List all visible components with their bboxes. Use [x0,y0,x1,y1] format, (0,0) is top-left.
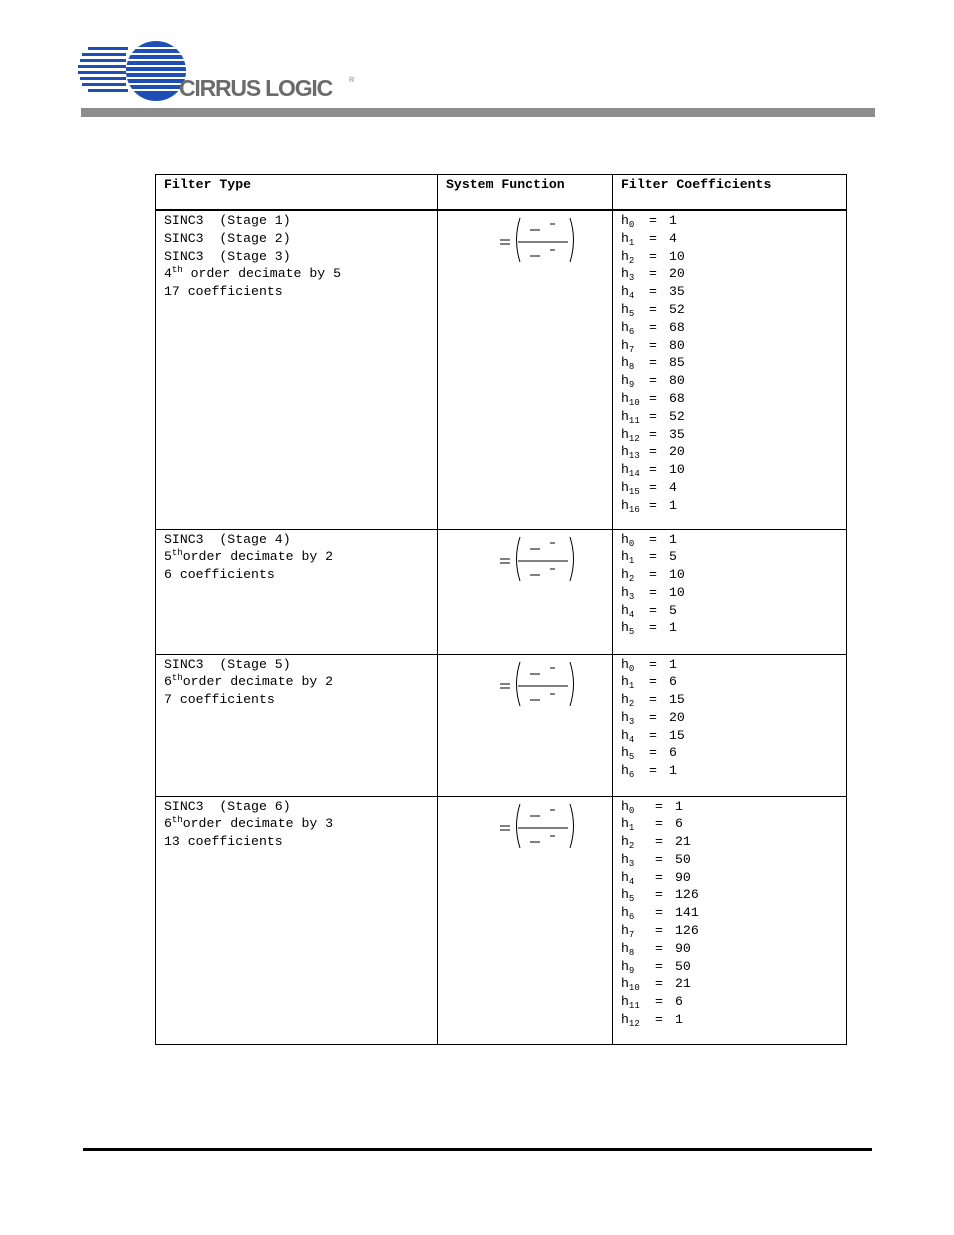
order-suffix: th [171,815,183,826]
coefficient-row [621,372,838,390]
filter-coefficients-cell [613,796,847,1044]
coefficient-value: 1 [669,656,677,672]
coefficient-index: 11 [628,1001,640,1012]
equals-sign: = [649,602,657,618]
coefficient-value: 1 [669,531,677,547]
coefficient-value: 20 [669,266,685,282]
coefficient-symbol: $h_9$ [621,373,635,391]
coefficient-index: 9 [628,380,635,391]
coefficient-row [621,958,838,976]
coefficient-value: 1 [675,798,683,814]
coefficient-index: 5 [628,894,635,905]
coefficient-symbol: $h_{16}$ [621,497,640,515]
system-function-equation [446,212,604,264]
equals-sign: = [649,390,657,406]
order-number: 6 [164,816,172,832]
system-function-fraction-icon [494,802,584,850]
system-function-fraction-icon [494,660,584,708]
coefficient-value: 10 [669,462,685,478]
coefficient-value: 10 [669,567,685,583]
order-suffix: th [171,548,183,559]
table-header-row [156,175,847,211]
coefficient-symbol: $h_4$ [621,602,635,620]
coefficient-value: 52 [669,408,685,424]
coefficient-row [621,869,838,887]
system-function-equation [446,656,604,708]
coefficient-value: 68 [669,390,685,406]
equals-sign: = [655,834,663,850]
coefficient-symbol: $h_2$ [621,834,635,852]
coefficient-index: 0 [628,663,635,674]
order-suffix: th [171,673,183,684]
coefficient-symbol: $h_3$ [621,709,635,727]
coefficient-value: 90 [675,869,691,885]
filter-order-label [164,548,429,566]
equals-sign: = [649,497,657,513]
coefficient-value: 1 [669,620,677,636]
coefficient-index: 1 [628,556,635,567]
coefficient-value: 50 [675,958,691,974]
coefficient-row [621,673,838,691]
coefficient-symbol: $h_2$ [621,567,635,585]
filter-coefficients-cell [613,210,847,529]
coefficient-row [621,479,838,497]
coefficient-symbol: $h_0$ [621,531,635,549]
coefficient-symbol: $h_{15}$ [621,479,640,497]
equals-sign: = [649,479,657,495]
equals-sign: = [649,763,657,779]
equals-sign: = [655,816,663,832]
filter-stage-label: SINC3 (Stage 1) [164,213,291,228]
coefficient-index: 3 [628,716,635,727]
coefficient-row [621,283,838,301]
coefficient-symbol: $h_{11}$ [621,408,640,426]
coefficient-symbol: $h_5$ [621,620,635,638]
filter-coefficients-cell [613,654,847,796]
system-function-fraction-icon [494,216,584,264]
coefficient-index: 5 [628,308,635,319]
coefficient-row [621,426,838,444]
coefficient-symbol: $h_0$ [621,213,635,230]
header-bar [81,108,875,117]
system-function-cell [438,529,613,654]
filter-order-label [164,815,429,833]
order-number: 6 [164,674,172,690]
filter-type-cell [156,654,438,796]
coefficient-value: 15 [669,692,685,708]
coefficient-row [621,337,838,355]
coefficient-index: 16 [628,504,640,515]
coefficient-row [621,461,838,479]
system-function-cell [438,654,613,796]
coefficient-index: 13 [628,451,640,462]
coefficient-symbol: $h_8$ [621,940,635,958]
coefficient-row [621,408,838,426]
equals-sign: = [655,976,663,992]
coefficient-index: 15 [628,486,640,497]
coefficient-index: 9 [628,965,635,976]
column-header: Filter Coefficients [613,175,847,211]
coefficient-row [621,744,838,762]
coefficient-symbol: $h_6$ [621,905,635,923]
coefficient-value: 21 [675,834,691,850]
coefficient-index: 4 [628,734,635,745]
coefficient-row [621,851,838,869]
coefficient-value: 52 [669,301,685,317]
system-function-equation [446,798,604,850]
coefficient-index: 0 [628,220,635,230]
equals-sign: = [649,284,657,300]
coefficient-value: 5 [669,549,677,565]
coefficient-count: 13 coefficients [164,834,283,850]
coefficient-symbol: $h_{11}$ [621,994,640,1012]
equals-sign: = [655,798,663,814]
equals-sign: = [649,248,657,264]
equals-sign: = [655,958,663,974]
coefficient-symbol: $h_1$ [621,230,635,248]
filter-type-cell [156,210,438,529]
coefficient-value: 20 [669,709,685,725]
equals-sign: = [649,355,657,371]
coefficient-value: 141 [675,905,699,921]
order-description: order decimate by 2 [182,674,334,690]
equals-sign: = [649,674,657,690]
coefficient-index: 12 [628,433,640,444]
coefficient-value: 15 [669,727,685,743]
coefficient-symbol: $h_0$ [621,656,635,674]
coefficient-count: 17 coefficients [164,284,283,300]
equals-sign: = [649,373,657,389]
coefficient-symbol: $h_3$ [621,584,635,602]
coefficient-symbol: $h_5$ [621,745,635,763]
equals-sign: = [649,692,657,708]
coefficient-value: 1 [669,497,677,513]
filter-stage-label: SINC3 (Stage 3) [164,248,291,264]
equals-sign: = [655,869,663,885]
coefficient-value: 85 [669,355,685,371]
coefficient-row [621,815,838,833]
table-row [156,529,847,654]
coefficient-symbol: $h_{12}$ [621,1012,640,1030]
coefficient-symbol: $h_{13}$ [621,444,640,462]
equals-sign: = [649,408,657,424]
coefficient-row [621,497,838,515]
coefficient-index: 5 [628,752,635,763]
equals-sign: = [649,709,657,725]
coefficient-symbol: $h_4$ [621,727,635,745]
table-row [156,796,847,1044]
coefficient-row [621,301,838,319]
equals-sign: = [649,745,657,761]
filter-table [155,174,847,1045]
coefficient-index: 2 [628,255,635,266]
coefficient-symbol: $h_6$ [621,319,635,337]
coefficient-index: 1 [628,681,635,692]
coefficient-row [621,265,838,283]
equals-sign: = [649,337,657,353]
order-description: order decimate by 5 [182,266,342,282]
equals-sign: = [649,727,657,743]
coefficient-index: 7 [628,930,635,941]
coefficient-symbol: $h_3$ [621,266,635,284]
coefficient-index: 2 [628,841,635,852]
coefficient-value: 68 [669,319,685,335]
coefficient-value: 80 [669,337,685,353]
coefficient-symbol: $h_9$ [621,958,635,976]
coefficient-value: 6 [675,994,683,1010]
equals-sign: = [649,656,657,672]
coefficient-index: 7 [628,344,635,355]
coefficient-value: 90 [675,940,691,956]
coefficient-row [621,975,838,993]
coefficient-row [621,212,838,230]
filter-type-cell [156,529,438,654]
equals-sign: = [655,940,663,956]
column-header: Filter Type [156,175,438,211]
equals-sign: = [649,549,657,565]
coefficient-value: 126 [675,923,699,939]
coefficient-row [621,619,838,637]
equals-sign: = [649,620,657,636]
order-suffix: th [171,265,183,276]
filter-stage-label: SINC3 (Stage 4) [164,531,291,547]
coefficient-row [621,762,838,780]
coefficient-row [621,584,838,602]
coefficient-row [621,727,838,745]
coefficient-value: 21 [675,976,691,992]
coefficient-symbol: $h_{10}$ [621,390,640,408]
coefficient-symbol: $h_{14}$ [621,462,640,480]
coefficient-symbol: $h_5$ [621,301,635,319]
coefficient-row [621,691,838,709]
svg-text:®: ® [349,77,355,84]
equals-sign: = [649,584,657,600]
coefficient-index: 11 [628,415,640,426]
coefficient-row [621,602,838,620]
coefficient-value: 4 [669,479,677,495]
coefficient-row [621,354,838,372]
coefficient-index: 1 [628,823,635,834]
filter-type-cell [156,796,438,1044]
equals-sign: = [655,994,663,1010]
coefficient-row [621,390,838,408]
coefficient-value: 1 [669,213,677,228]
filter-stage-label: SINC3 (Stage 2) [164,230,291,246]
coefficient-value: 80 [669,373,685,389]
filter-coefficients-cell [613,529,847,654]
coefficient-symbol: $h_0$ [621,798,635,816]
coefficient-value: 10 [669,248,685,264]
system-function-fraction-icon [494,535,584,583]
system-function-cell [438,210,613,529]
system-function-cell [438,796,613,1044]
system-function-equation [446,531,604,583]
coefficient-row [621,922,838,940]
equals-sign: = [655,851,663,867]
coefficient-row [621,531,838,549]
coefficient-symbol: $h_8$ [621,355,635,373]
coefficient-row [621,548,838,566]
coefficient-index: 0 [628,538,635,549]
coefficient-row [621,319,838,337]
coefficient-index: 8 [628,947,635,958]
coefficient-row [621,1011,838,1029]
coefficient-index: 5 [628,627,635,638]
coefficient-symbol: $h_1$ [621,816,635,834]
coefficient-symbol: $h_{10}$ [621,976,640,994]
coefficient-index: 6 [628,326,635,337]
order-description: order decimate by 3 [182,816,334,832]
coefficient-row [621,940,838,958]
coefficient-value: 6 [675,816,683,832]
coefficient-index: 6 [628,912,635,923]
coefficient-index: 8 [628,362,635,373]
coefficient-symbol: $h_7$ [621,337,635,355]
coefficient-row [621,230,838,248]
coefficient-value: 35 [669,426,685,442]
coefficient-index: 3 [628,591,635,602]
coefficient-index: 4 [628,291,635,302]
coefficient-index: 14 [628,469,640,480]
equals-sign: = [655,887,663,903]
order-number: 4 [164,266,172,282]
coefficient-row [621,566,838,584]
coefficient-symbol: $h_6$ [621,763,635,781]
equals-sign: = [649,266,657,282]
coefficient-row [621,248,838,266]
coefficient-count: 7 coefficients [164,692,275,708]
equals-sign: = [655,905,663,921]
coefficient-index: 10 [628,983,640,994]
coefficient-index: 1 [628,237,635,248]
coefficient-symbol: $h_{12}$ [621,426,640,444]
coefficient-symbol: $h_4$ [621,869,635,887]
coefficient-value: 126 [675,887,699,903]
coefficient-symbol: $h_4$ [621,284,635,302]
coefficient-value: 6 [669,674,677,690]
coefficient-row [621,656,838,674]
coefficient-symbol: $h_3$ [621,851,635,869]
cirrus-logic-logo [78,38,368,104]
coefficient-value: 6 [669,745,677,761]
coefficient-index: 3 [628,858,635,869]
svg-text:CIRRUS LOGIC: CIRRUS LOGIC [179,75,332,101]
coefficient-row [621,993,838,1011]
coefficient-symbol: $h_2$ [621,692,635,710]
footer-rule [83,1148,872,1151]
coefficient-index: 10 [628,397,640,408]
filter-order-label [164,673,429,691]
equals-sign: = [649,230,657,246]
order-description: order decimate by 2 [182,549,334,565]
coefficient-index: 2 [628,699,635,710]
coefficient-row [621,709,838,727]
coefficient-count: 6 coefficients [164,567,275,583]
coefficient-value: 20 [669,444,685,460]
filter-stage-label: SINC3 (Stage 5) [164,656,291,672]
equals-sign: = [649,426,657,442]
coefficient-index: 0 [628,805,635,816]
coefficient-row [621,443,838,461]
coefficient-row [621,886,838,904]
equals-sign: = [649,462,657,478]
coefficient-value: 10 [669,584,685,600]
coefficient-value: 50 [675,851,691,867]
coefficient-index: 4 [628,876,635,887]
coefficient-symbol: $h_5$ [621,887,635,905]
column-header: System Function [438,175,613,211]
coefficient-index: 6 [628,770,635,781]
equals-sign: = [655,1012,663,1028]
coefficient-value: 5 [669,602,677,618]
coefficient-row [621,833,838,851]
coefficient-symbol: $h_2$ [621,248,635,266]
coefficient-row [621,798,838,816]
equals-sign: = [649,319,657,335]
equals-sign: = [649,567,657,583]
coefficient-value: 35 [669,284,685,300]
coefficient-value: 4 [669,230,677,246]
coefficient-value: 1 [675,1012,683,1028]
coefficient-index: 2 [628,574,635,585]
table-row [156,210,847,529]
equals-sign: = [649,213,657,228]
coefficient-index: 4 [628,609,635,620]
equals-sign: = [649,444,657,460]
coefficient-symbol: $h_7$ [621,923,635,941]
equals-sign: = [655,923,663,939]
equals-sign: = [649,531,657,547]
equals-sign: = [649,301,657,317]
coefficient-value: 1 [669,763,677,779]
coefficient-index: 12 [628,1019,640,1030]
coefficient-symbol: $h_1$ [621,549,635,567]
coefficient-index: 3 [628,273,635,284]
coefficient-symbol: $h_1$ [621,674,635,692]
table-row [156,654,847,796]
filter-stage-label: SINC3 (Stage 6) [164,798,291,814]
coefficient-row [621,904,838,922]
filter-order-label [164,265,429,283]
order-number: 5 [164,549,172,565]
